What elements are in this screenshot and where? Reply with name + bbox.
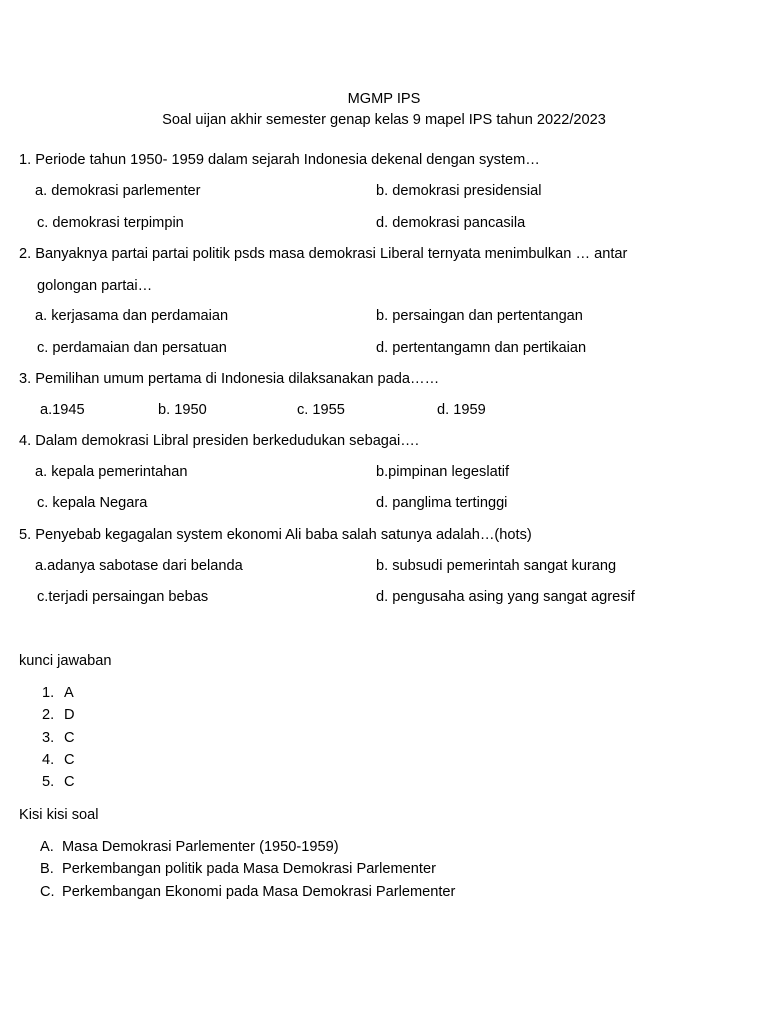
question-4-text: 4. Dalam demokrasi Libral presiden berkedudukan sebagai…. (19, 433, 419, 449)
question-3-option-a: a.1945 (40, 402, 85, 418)
question-3-option-b: b. 1950 (158, 402, 207, 418)
question-5-text: 5. Penyebab kegagalan system ekonomi Ali baba salah satunya adalah…(hots) (19, 527, 532, 543)
question-2-text: 2. Banyaknya partai partai politik psds masa demokrasi Liberal ternyata menimbulkan … antar (19, 246, 628, 262)
grid-heading: Kisi kisi soal (19, 807, 99, 823)
grid-item-letter: A. (40, 839, 54, 855)
document-subtitle: Soal uijan akhir semester genap kelas 9 mapel IPS tahun 2022/2023 (162, 112, 606, 128)
question-4-option-a: a. kepala pemerintahan (35, 464, 188, 480)
question-1-option-d: d. demokrasi pancasila (376, 215, 526, 231)
grid-item-letter: C. (40, 884, 55, 900)
question-5-option-d: d. pengusaha asing yang sangat agresif (376, 589, 635, 605)
answer-key-value: A (64, 685, 74, 701)
question-1-option-c: c. demokrasi terpimpin (37, 215, 184, 231)
document-title: MGMP IPS (347, 91, 421, 107)
question-2-option-c: c. perdamaian dan persatuan (37, 340, 227, 356)
question-1-option-b: b. demokrasi presidensial (376, 183, 542, 199)
question-1-option-a: a. demokrasi parlementer (35, 183, 201, 199)
answer-key-number: 1. (42, 685, 55, 701)
question-4-option-d: d. panglima tertinggi (376, 495, 508, 511)
question-3-option-c: c. 1955 (297, 402, 345, 418)
answer-key-value: C (64, 774, 75, 790)
answer-key-number: 3. (42, 730, 55, 746)
question-1-text: 1. Periode tahun 1950- 1959 dalam sejarah Indonesia dekenal dengan system… (19, 152, 540, 168)
grid-item-text: Perkembangan politik pada Masa Demokrasi Parlementer (62, 861, 436, 877)
question-5-option-c: c.terjadi persaingan bebas (37, 589, 209, 605)
answer-key-value: C (64, 730, 75, 746)
answer-key-value: C (64, 752, 75, 768)
question-3-option-d: d. 1959 (437, 402, 486, 418)
question-2-option-d: d. pertentangamn dan pertikaian (376, 340, 587, 356)
question-5-option-b: b. subsudi pemerintah sangat kurang (376, 558, 617, 574)
question-3-text: 3. Pemilihan umum pertama di Indonesia dilaksanakan pada…… (19, 371, 440, 387)
question-5-option-a: a.adanya sabotase dari belanda (35, 558, 243, 574)
answer-key-number: 4. (42, 752, 55, 768)
question-2-option-a: a. kerjasama dan perdamaian (35, 308, 229, 324)
question-2-text-continued: golongan partai… (37, 278, 153, 294)
grid-item-text: Masa Demokrasi Parlementer (1950-1959) (62, 839, 339, 855)
question-4-option-b: b.pimpinan legeslatif (376, 464, 510, 480)
question-2-option-b: b. persaingan dan pertentangan (376, 308, 583, 324)
answer-key-number: 2. (42, 707, 55, 723)
question-4-option-c: c. kepala Negara (37, 495, 148, 511)
answer-key-number: 5. (42, 774, 55, 790)
grid-item-letter: B. (40, 861, 54, 877)
grid-item-text: Perkembangan Ekonomi pada Masa Demokrasi Parlementer (62, 884, 456, 900)
answer-key-value: D (64, 707, 75, 723)
answer-key-heading: kunci jawaban (19, 653, 112, 669)
